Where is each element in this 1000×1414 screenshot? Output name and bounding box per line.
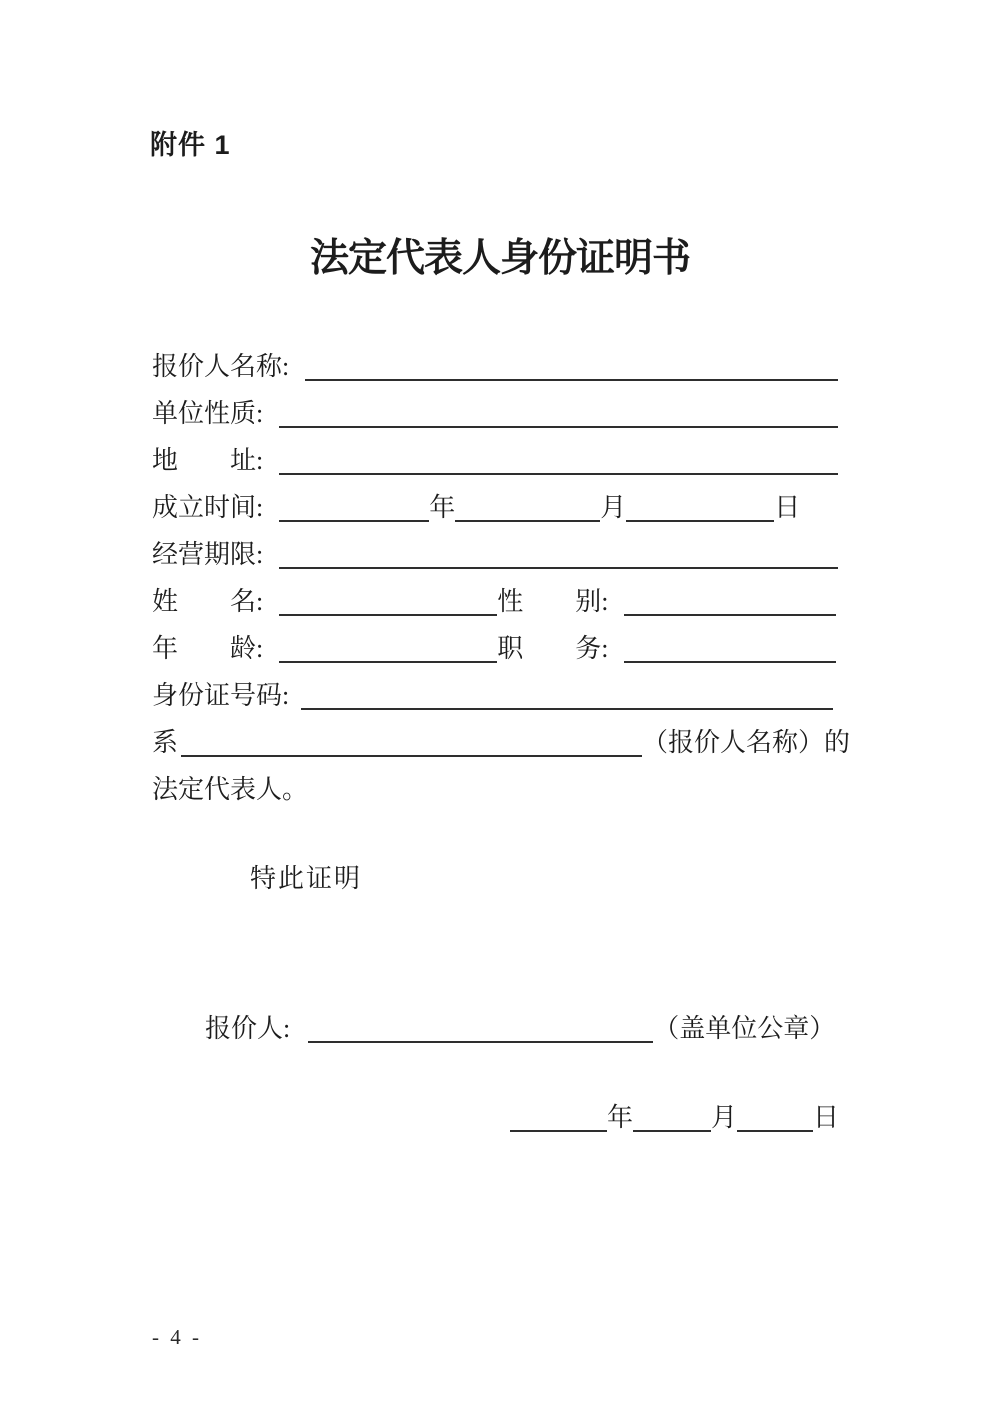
date-year-unit: 年 [607,1103,634,1132]
founding-day-blank [626,494,774,522]
bidder-name-row [152,343,848,390]
founding-year-blank [279,494,429,522]
business-term-row [152,531,848,578]
bidder-name-label: 报价人名称: [152,352,290,381]
founding-date-label: 成立时间: [152,493,264,522]
name-blank [279,588,497,616]
unit-nature-label: 单位性质: [152,399,264,428]
date-year-blank [510,1104,607,1132]
id-number-label: 身份证号码: [152,681,290,710]
bidder-name-blank [305,353,838,381]
signature-row [205,1005,835,1052]
age-position-row [152,625,848,672]
business-term-blank [279,541,838,569]
address-blank [279,447,838,475]
date-month-unit: 月 [711,1103,738,1132]
unit-nature-row [152,390,848,437]
seal-note: （盖单位公章） [653,1014,836,1043]
affiliation-blank [181,729,642,757]
date-day-blank [737,1104,813,1132]
page-number: - 4 - [152,1325,202,1349]
signer-label: 报价人: [205,1014,291,1043]
signer-blank [308,1015,653,1043]
position-label: 职 务: [497,634,609,663]
founding-day-unit: 日 [774,493,801,522]
date-day-unit: 日 [813,1103,840,1132]
affiliation-suffix: （报价人名称）的 [642,728,851,757]
unit-nature-blank [279,400,838,428]
gender-label: 性 别: [497,587,609,616]
certificate-form [152,343,851,813]
date-month-blank [633,1104,711,1132]
address-label: 地 址: [152,446,264,475]
founding-year-unit: 年 [429,493,456,522]
address-row [152,437,848,484]
attachment-label: 附件 1 [150,130,231,160]
legal-rep-sentence: 法定代表人。 [152,775,309,804]
signature-date-row [510,1094,839,1141]
founding-date-row [152,484,848,531]
legal-rep-sentence-row [152,766,848,813]
age-label: 年 龄: [152,634,264,663]
affiliation-prefix: 系 [152,728,179,757]
name-label: 姓 名: [152,587,264,616]
age-blank [279,635,497,663]
affiliation-row [152,719,851,766]
founding-month-unit: 月 [600,493,627,522]
document-title: 法定代表人身份证明书 [309,237,690,280]
id-number-blank [301,682,833,710]
name-gender-row [152,578,848,625]
certify-statement: 特此证明 [250,864,363,893]
founding-month-blank [455,494,600,522]
business-term-label: 经营期限: [152,540,264,569]
position-blank [624,635,836,663]
id-number-row [152,672,848,719]
gender-blank [624,588,836,616]
